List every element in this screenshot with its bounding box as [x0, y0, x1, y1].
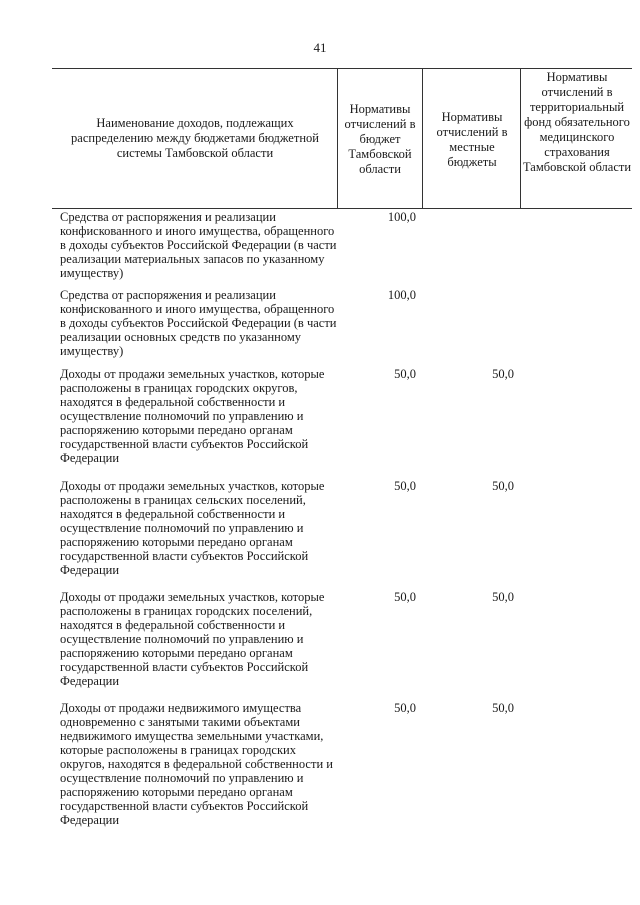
row-regional-value: 50,0 [394, 701, 416, 715]
table-row [52, 701, 632, 841]
table-row [52, 479, 632, 590]
row-regional-value: 100,0 [387, 210, 416, 224]
header-regional-budget: Нормативы отчислений в бюджет Тамбовской области [344, 102, 416, 176]
table-row [52, 590, 632, 701]
row-regional-value: 50,0 [394, 479, 416, 493]
header-bottom-rule [52, 208, 632, 209]
table-row [52, 288, 632, 367]
row-income-name: Доходы от продажи земельных участков, которые расположены в границах сельских поселений, находятся в федеральной собственности и осуществление полномочий по управлению и распоряжению которыми передано органам государственной власти субъектов Российской Федерации [60, 479, 325, 577]
table-row [52, 210, 632, 288]
row-regional-value: 50,0 [394, 367, 416, 381]
header-divider-3 [520, 68, 521, 208]
row-local-value: 50,0 [492, 479, 514, 493]
row-local-value: 50,0 [492, 590, 514, 604]
row-income-name: Доходы от продажи земельных участков, которые расположены в границах городских округов, находятся в федеральной собственности и осуществление полномочий по управлению и распоряжению которыми передано органам государственной власти субъектов Российской Федерации [60, 367, 325, 465]
table-top-rule [52, 68, 632, 69]
row-regional-value: 50,0 [394, 590, 416, 604]
page-number: 41 [313, 40, 327, 55]
row-income-name: Средства от распоряжения и реализации конфискованного и иного имущества, обращенного в доходы субъектов Российской Федерации (в части реализации основных средств по указанному имуществу) [60, 288, 337, 358]
header-local-budgets: Нормативы отчислений в местные бюджеты [436, 110, 508, 169]
row-income-name: Доходы от продажи недвижимого имущества одновременно с занятыми такими объектами недвижимого имущества земельными участками, которые расположены в границах городских округов, находятся в федеральной собственности и осуществление полномочий по управлению и распоряжению которыми передано органам государственной власти субъектов Российской Федерации [60, 701, 333, 827]
row-income-name: Доходы от продажи земельных участков, которые расположены в границах городских поселений, находятся в федеральной собственности и осуществление полномочий по управлению и распоряжению которыми передано органам государственной власти субъектов Российской Федерации [60, 590, 325, 688]
row-local-value: 50,0 [492, 701, 514, 715]
row-regional-value: 100,0 [387, 288, 416, 302]
table-body [52, 210, 632, 841]
table-row [52, 367, 632, 479]
header-income-name: Наименование доходов, подлежащих распределению между бюджетами бюджетной системы Тамбовской области [71, 116, 319, 160]
header-medical-fund: Нормативы отчислений в территориальный фонд обязательного медицинского страхования Тамбовской области [522, 70, 632, 174]
row-local-value: 50,0 [492, 367, 514, 381]
header-divider-1 [337, 68, 338, 208]
header-divider-2 [422, 68, 423, 208]
row-income-name: Средства от распоряжения и реализации конфискованного и иного имущества, обращенного в доходы субъектов Российской Федерации (в части реализации материальных запасов по указанному имуществу) [60, 210, 337, 280]
